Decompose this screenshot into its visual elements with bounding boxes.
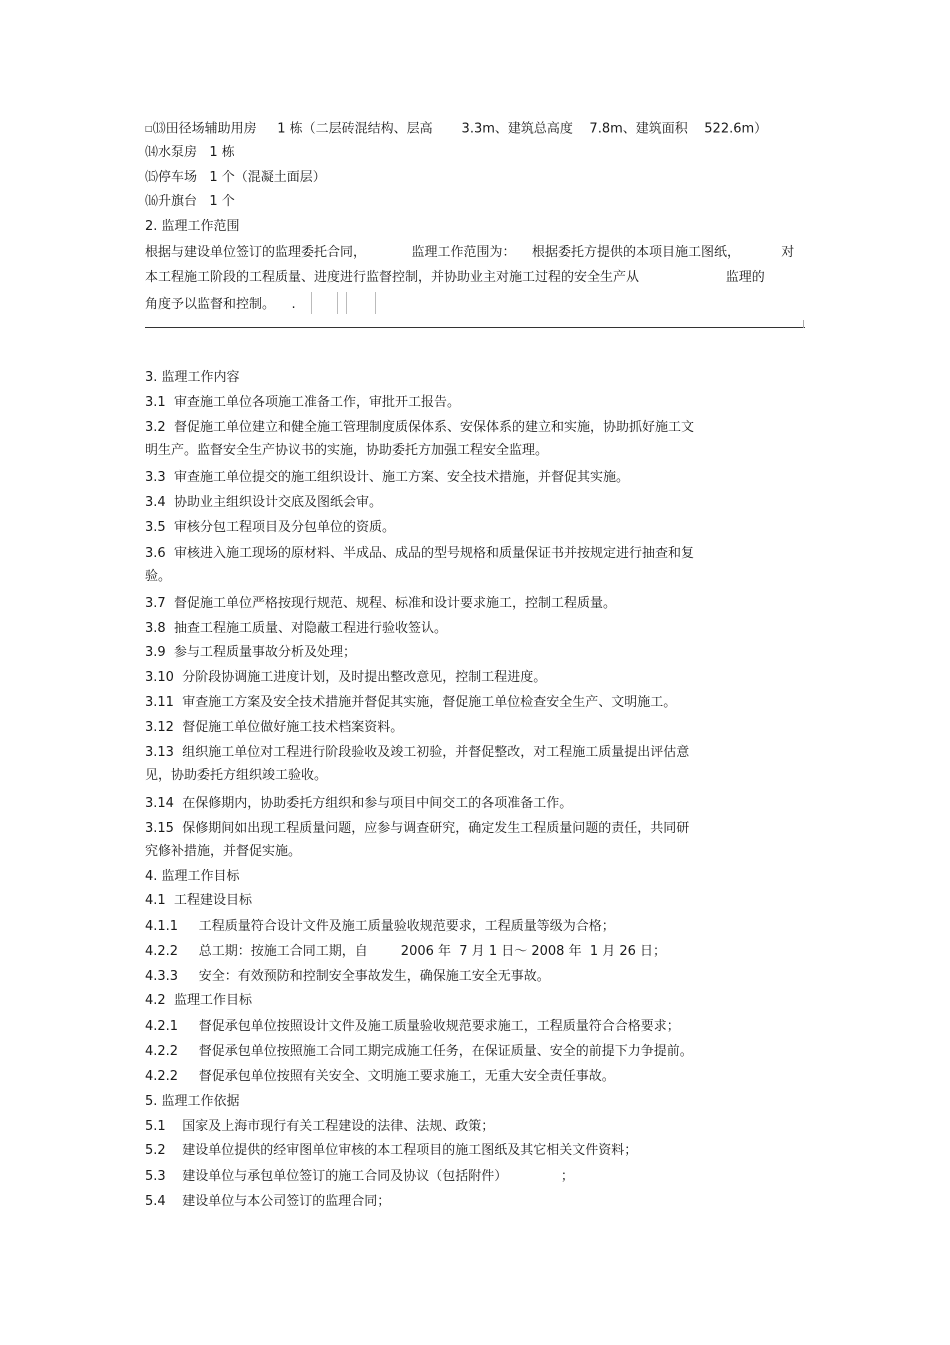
list-item: 4.2.2 督促承包单位按照有关安全、文明施工要求施工，无重大安全责任事故。 <box>145 1069 615 1084</box>
small-marker: □ <box>145 124 153 133</box>
section-heading: 5. 监理工作依据 <box>145 1094 240 1109</box>
list-item: 3.10 分阶段协调施工进度计划，及时提出整改意见，控制工程进度。 <box>145 670 547 685</box>
list-item: 5.4 建设单位与本公司签订的监理合同； <box>145 1194 391 1209</box>
list-item: 3.7 督促施工单位严格按现行规范、规程、标准和设计要求施工，控制工程质量。 <box>145 596 616 611</box>
list-item: 3.4 协助业主组织设计交底及图纸会审。 <box>145 495 382 510</box>
list-item: 3.8 抽查工程施工质量、对隐蔽工程进行验收签认。 <box>145 621 447 636</box>
list-item: 5.1 国家及上海市现行有关工程建设的法律、法规、政策； <box>145 1119 495 1134</box>
list-item: 4.2.2 总工期：按施工合同工期，自 2006 年 7 月 1 日～ 2008 年 1 月 26 日； <box>145 944 667 959</box>
list-item: 3.13 组织施工单位对工程进行阶段验收及竣工初验，并督促整改，对工程施工质量提出评估意 <box>145 745 690 760</box>
list-item: 3.5 审核分包工程项目及分包单位的资质。 <box>145 520 395 535</box>
list-item-continued: 见，协助委托方组织竣工验收。 <box>145 768 328 783</box>
text-line: ⒂停车场 1 个（混凝土面层） <box>145 170 326 185</box>
list-item: 3.3 审查施工单位提交的施工组织设计、施工方案、安全技术措施，并督促其实施。 <box>145 470 629 485</box>
list-item: 4.3.3 安全：有效预防和控制安全事故发生，确保施工安全无事故。 <box>145 969 550 984</box>
horizontal-rule <box>145 327 805 328</box>
list-item: 3.15 保修期间如出现工程质量问题，应参与调查研究，确定发生工程质量问题的责任，共同研 <box>145 821 690 836</box>
list-item: 3.1 审查施工单位各项施工准备工作，审批开工报告。 <box>145 395 460 410</box>
list-item: 3.2 督促施工单位建立和健全施工管理制度质保体系、安保体系的建立和实施，协助抓好施工文 <box>145 420 694 435</box>
section-heading: 2. 监理工作范围 <box>145 219 240 234</box>
list-item: 3.9 参与工程质量事故分析及处理； <box>145 645 356 660</box>
divider <box>311 292 312 314</box>
list-item: 5.3 建设单位与承包单位签订的施工合同及协议（包括附件） ； <box>145 1169 574 1184</box>
text-line: 角度予以监督和控制。 . <box>145 297 296 312</box>
subsection-heading: 4.1 工程建设目标 <box>145 893 252 908</box>
list-item: 4.2.2 督促承包单位按照施工合同工期完成施工任务，在保证质量、安全的前提下力争提前。 <box>145 1044 693 1059</box>
text-line: 根据与建设单位签订的监理委托合同， 监理工作范围为： 根据委托方提供的本项目施工图纸， 对 <box>145 245 795 260</box>
list-item: 3.14 在保修期内，协助委托方组织和参与项目中间交工的各项准备工作。 <box>145 796 573 811</box>
text-line: 本工程施工阶段的工程质量、进度进行监督控制，并协助业主对施工过程的安全生产从 监理的 <box>145 270 765 285</box>
section-heading: 3. 监理工作内容 <box>145 370 240 385</box>
text-line: ⒁水泵房 1 栋 <box>145 145 235 160</box>
divider <box>375 292 376 314</box>
text-line: □⒀田径场辅助用房 1 栋（二层砖混结构、层高 3.3m、建筑总高度 7.8m、建筑面积 522.6m） <box>145 121 768 137</box>
list-item: 3.12 督促施工单位做好施工技术档案资料。 <box>145 720 404 735</box>
list-item-continued: 明生产。监督安全生产协议书的实施，协助委托方加强工程安全监理。 <box>145 443 549 458</box>
divider <box>803 320 804 328</box>
divider <box>337 292 338 314</box>
subsection-heading: 4.2 监理工作目标 <box>145 993 252 1008</box>
divider <box>346 292 347 314</box>
list-item-continued: 究修补措施，并督促实施。 <box>145 844 302 859</box>
list-item: 4.2.1 督促承包单位按照设计文件及施工质量验收规范要求施工，工程质量符合合格要求； <box>145 1019 680 1034</box>
list-item: 4.1.1 工程质量符合设计文件及施工质量验收规范要求，工程质量等级为合格； <box>145 919 615 934</box>
section-heading: 4. 监理工作目标 <box>145 869 240 884</box>
list-item-continued: 验。 <box>145 569 172 584</box>
list-item: 5.2 建设单位提供的经审图单位审核的本工程项目的施工图纸及其它相关文件资料； <box>145 1143 638 1158</box>
text-line: ⒃升旗台 1 个 <box>145 194 235 209</box>
list-item: 3.6 审核进入施工现场的原材料、半成品、成品的型号规格和质量保证书并按规定进行抽查和复 <box>145 546 694 561</box>
list-item: 3.11 审查施工方案及安全技术措施并督促其实施，督促施工单位检查安全生产、文明施工。 <box>145 695 677 710</box>
